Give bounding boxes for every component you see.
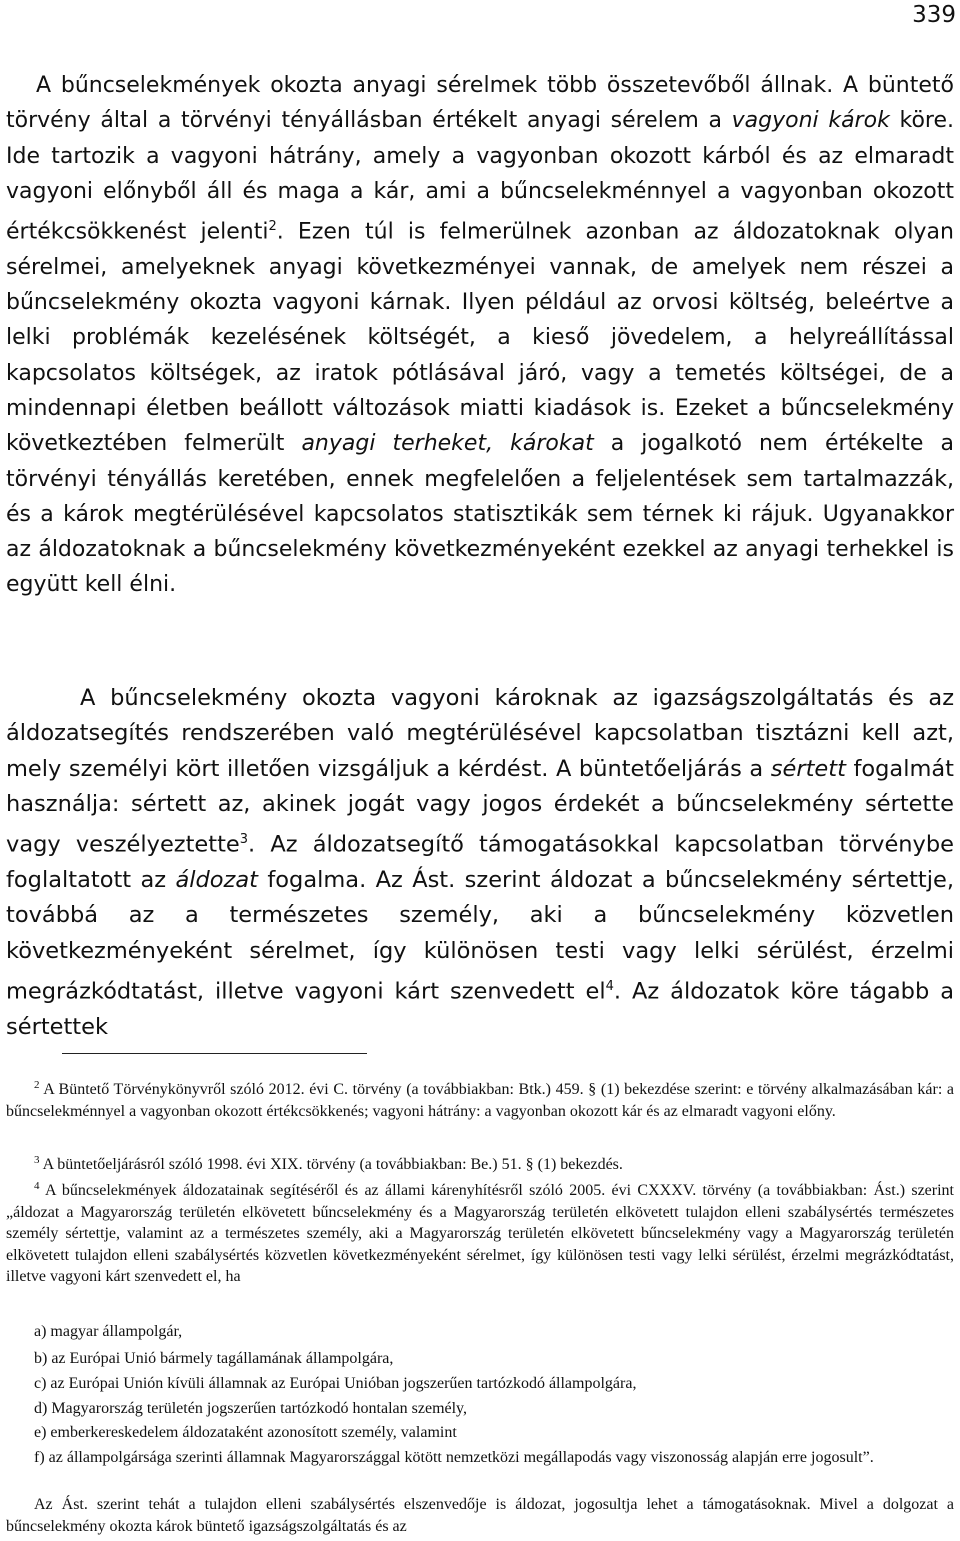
para2-text-2: fogalmát használja: sértett az, akinek jogát vagy jogos érdekét a bűncselekmény sértette vagy veszélyeztette: [6, 755, 954, 858]
para1-italic-vagyoni-karok: vagyoni károk: [731, 108, 890, 134]
footnote-3-number: 3: [34, 1154, 40, 1166]
para1-italic-anyagi-terheket: anyagi terheket, károkat: [301, 431, 594, 457]
page-number: 339: [912, 2, 956, 28]
footnote-4-item-b: b) az Európai Unió bármely tagállamának állampolgára,: [34, 1350, 394, 1367]
paragraph-victim-definition: [6, 681, 954, 1045]
para2-italic-aldozat: áldozat: [175, 866, 258, 893]
footnote-2-number: 2: [34, 1079, 40, 1091]
para2-italic-sertett: sértett: [770, 755, 846, 782]
para1-text-4: a jogalkotó nem értékelte a törvényi tényállás keretében, ennek megfelelően a feljelentések sem tartalmazzák, és a károk megtérülésével kapcsolatos statisztikák sem térnek ki rájuk. Ugyanakkor az áldozatoknak a bűncselekmény következményeként ezekkel az anyagi terhekkel is együtt kell élni.: [6, 431, 954, 598]
footnote-4: [6, 1176, 954, 1288]
footnote-ref-3[interactable]: 3: [239, 832, 249, 848]
footnote-4-item-f: f) az állampolgársága szerinti államnak Magyarországgal kötött nemzetközi megállapodás vagy viszonosság alapján erre jogosult”.: [34, 1449, 874, 1466]
footnote-2: [6, 1075, 954, 1122]
footnote-3: [6, 1150, 954, 1176]
footnote-4-item-d: d) Magyarország területén jogszerűen tartózkodó hontalan személy,: [34, 1400, 468, 1417]
footnote-ref-4[interactable]: 4: [605, 978, 614, 994]
para2-text-1: A bűncselekmény okozta vagyoni károknak az igazságszolgáltatás és az áldozatsegítés rendszerében való megtérülésével kapcsolatban tisztázni kell azt, mely személyi kört illetően vizsgáljuk a kérdést. A büntetőeljárás a: [6, 685, 954, 782]
para2-text-5: . Az áldozatok köre tágabb a sértettek: [6, 978, 954, 1040]
footnote-3-text: A büntetőeljárásról szóló 1998. évi XIX. törvény (a továbbiakban: Be.) 51. § (1) bekezdés.: [39, 1156, 623, 1173]
footnote-4-item-e: e) emberkereskedelem áldozataként azonosított személy, valamint: [34, 1424, 457, 1441]
footnote-2-text: A Büntető Törvénykönyvről szóló 2012. évi C. törvény (a továbbiakban: Btk.) 459. § (1) bekezdése szerint: e törvény alkalmazásában kár: a bűncselekménnyel a vagyonban okozott értékcsökkenés; vagyoni hátrány: a vagyonban okozott kár és az elmaradt vagyoni előny.: [6, 1081, 954, 1120]
footnote-4-text: A bűncselekmények áldozatainak segítéséről és az állami kárenyhítésről szóló 2005. évi CXXXV. törvény (a továbbiakban: Ást.) szerint „áldozat a Magyarország területén elkövetett bűncselekmény és a Magyarország területén elkövetett tulajdon elleni szabálysértés természetes személy sértettje, valamint az a természetes személy, aki a Magyarország területén elkövetett bűncselekmény vagy a Magyarország területén elkövetett tulajdon elleni szabálysértés közvetlen következményeként sérelmet, így különösen testi vagy lelki sérülést, érzelmi megrázkódtatást, illetve vagyoni kárt szenvedett el, ha: [6, 1182, 954, 1285]
para1-text-3: . Ezen túl is felmerülnek azonban az áldozatoknak olyan sérelmei, amelyeknek anyagi következményei vannak, de amelyek nem részei a bűncselekmény okozta vagyoni kárnak. Ilyen például az orvosi költség, beleértve a lelki problémák kezelésének költségét, a kieső jövedelem, a helyreállítással kapcsolatos költségek, az iratok pótlásával járó, vagy a temetés költségei, de a mindennapi életben beállott változások miatti kiadások is. Ezeket a bűncselekmény következtében felmerült: [6, 219, 954, 457]
footnote-4-number: 4: [34, 1180, 40, 1192]
paragraph-material-damages: [6, 68, 954, 603]
footnote-4-closing: Az Ást. szerint tehát a tulajdon elleni szabálysértés elszenvedője is áldozat, jogosultja lehet a támogatásoknak. Mivel a dolgozat a bűncselekmény okozta károk büntető igazságszolgáltatás és az: [6, 1496, 954, 1535]
para1-text-1: A bűncselekmények okozta anyagi sérelmek több összetevőből állnak. A büntető törvény által a törvényi tényállásban értékelt anyagi sérelem a: [6, 73, 954, 134]
footnote-4-item-c: c) az Európai Unión kívüli államnak az Európai Unióban jogszerűen tartózkodó állampolgára,: [34, 1375, 637, 1392]
para2-text-4: fogalma. Az Ást. szerint áldozat a bűncselekmény sértettje, továbbá az a természetes személy, aki a bűncselekmény közvetlen következményeként sérelmet, így különösen testi vagy lelki sérülést, érzelmi megrázkódtatást, illetve vagyoni kárt szenvedett el: [6, 866, 954, 1005]
footnote-separator: [62, 1053, 367, 1054]
footnote-ref-2[interactable]: 2: [268, 219, 277, 235]
footnote-4-item-a: a) magyar állampolgár,: [34, 1323, 183, 1340]
para2-text-3: . Az áldozatsegítő támogatásokkal kapcsolatban törvénybe foglaltatott az: [6, 831, 954, 893]
para1-text-2: köre. Ide tartozik a vagyoni hátrány, amely a vagyonban okozott kárból és az elmaradt vagyoni előnyből áll és maga a kár, ami a bűncselekménnyel a vagyonban okozott értékcsökkenést jelenti: [6, 108, 955, 245]
